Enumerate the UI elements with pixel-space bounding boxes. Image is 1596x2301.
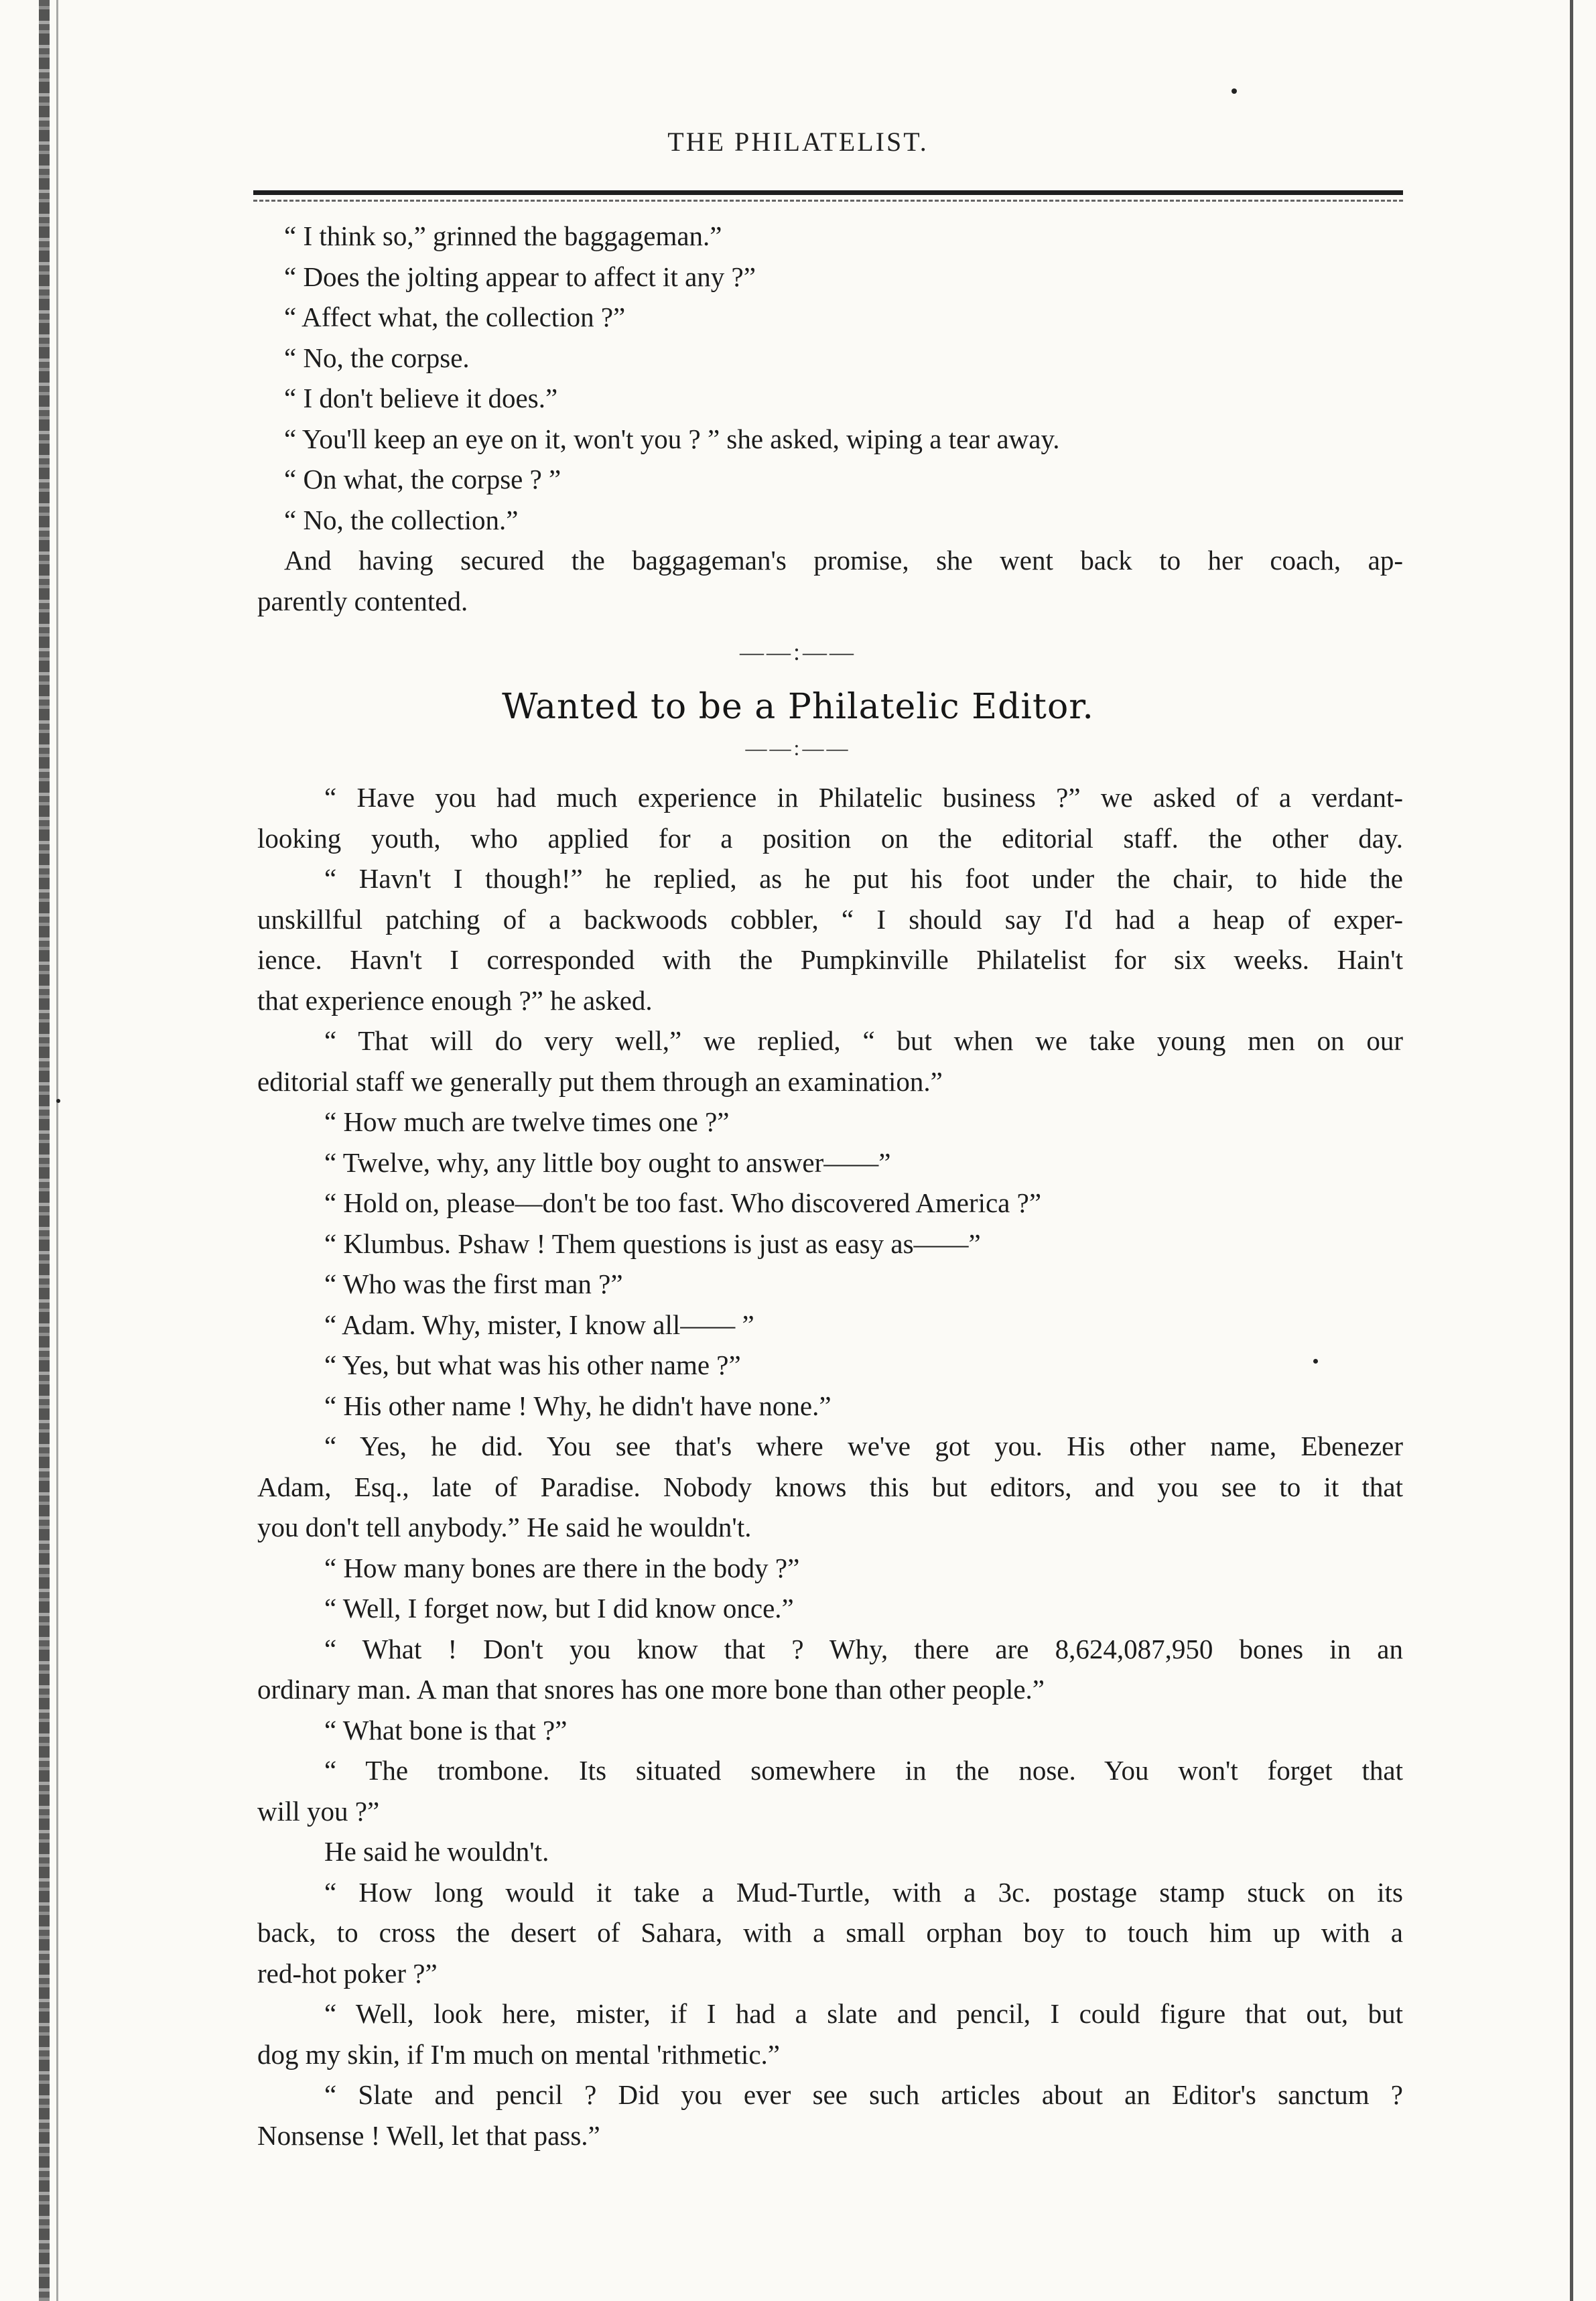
closing-paragraph-line: parently contented. — [257, 585, 468, 616]
article-line: dog my skin, if I'm much on mental 'rithmetic.” — [257, 2038, 780, 2070]
ink-speck — [56, 1099, 60, 1103]
article-line: “ Well, I forget now, but I did know once.” — [324, 1593, 794, 1624]
article-line: “ Who was the first man ?” — [324, 1268, 623, 1299]
article-line: you don't tell anybody.” He said he wouldn't. — [257, 1512, 752, 1542]
article-line: “ The trombone. Its situated somewhere in the nose. You won't forget that — [324, 1755, 1403, 1786]
header-rule — [253, 190, 1403, 195]
binding-edge — [39, 0, 50, 2301]
article-line: “ Havn't I though!” he replied, as he put his foot under the chair, to hide the — [324, 863, 1403, 894]
article-line: “ How many bones are there in the body ?” — [324, 1552, 800, 1583]
article-line: He said he wouldn't. — [324, 1836, 549, 1867]
article-line: “ Well, look here, mister, if I had a slate and pencil, I could figure that out, but — [324, 1998, 1403, 2029]
dialogue-line: “ You'll keep an eye on it, won't you ? ” she asked, wiping a tear away. — [284, 423, 1060, 454]
article-line: that experience enough ?” he asked. — [257, 984, 653, 1016]
article-line: Adam, Esq., late of Paradise. Nobody knows this but editors, and you see to it that — [257, 1471, 1403, 1502]
article-line: “ Yes, but what was his other name ?” — [324, 1350, 741, 1380]
article-line: back, to cross the desert of Sahara, with a small orphan boy to touch him up with a — [257, 1917, 1403, 1948]
article-line: “ Slate and pencil ? Did you ever see such articles about an Editor's sanctum ? — [324, 2079, 1403, 2110]
article-line: “ What bone is that ?” — [324, 1714, 568, 1746]
intro-text — [257, 216, 1403, 621]
article-line: red-hot poker ?” — [257, 1957, 438, 1989]
dialogue-line: “ I think so,” grinned the baggageman.” — [284, 220, 722, 251]
article-line: ordinary man. A man that snores has one more bone than other people.” — [257, 1674, 1045, 1705]
dialogue-line: “ Affect what, the collection ?” — [284, 302, 626, 332]
article-line: “ How long would it take a Mud-Turtle, with a 3c. postage stamp stuck on its — [324, 1876, 1403, 1908]
title-separator: ——:—— — [745, 736, 851, 760]
ink-speck — [1232, 88, 1237, 94]
article-line: “ Have you had much experience in Philatelic business ?” we asked of a verdant- — [324, 782, 1403, 813]
article-line: unskillful patching of a backwoods cobbler, “ I should say I'd had a heap of exper- — [257, 903, 1403, 935]
article-body — [257, 777, 1403, 2156]
dialogue-line: “ No, the collection.” — [284, 504, 519, 535]
binding-edge-line — [56, 0, 58, 2301]
article-line: “ How much are twelve times one ?” — [324, 1106, 730, 1137]
article-line: “ His other name ! Why, he didn't have none.” — [324, 1390, 832, 1421]
closing-paragraph-line: And having secured the baggageman's promise, she went back to her coach, ap- — [284, 545, 1403, 576]
article-line: “ Yes, he did. You see that's where we've got you. His other name, Ebenezer — [324, 1431, 1403, 1461]
article-line: ience. Havn't I corresponded with the Pumpkinville Philatelist for six weeks. Hain't — [257, 944, 1403, 975]
running-header: THE PHILATELIST. — [667, 127, 929, 157]
dialogue-line: “ I don't believe it does.” — [284, 383, 558, 413]
article-line: “ Adam. Why, mister, I know all—— ” — [324, 1309, 754, 1340]
section-separator: ——:—— — [739, 639, 856, 665]
article-line: editorial staff we generally put them through an examination.” — [257, 1065, 943, 1097]
article-line: will you ?” — [257, 1795, 380, 1827]
article-line: “ That will do very well,” we replied, “ but when we take young men on our — [324, 1025, 1403, 1056]
article-line: “ Twelve, why, any little boy ought to answer——” — [324, 1146, 891, 1178]
header-rule-dashed — [253, 200, 1403, 202]
article-line: “ Klumbus. Pshaw ! Them questions is just as easy as——” — [324, 1228, 981, 1259]
dialogue-line: “ On what, the corpse ? ” — [284, 464, 561, 495]
dialogue-line: “ Does the jolting appear to affect it any ?” — [284, 261, 756, 292]
article-title: Wanted to be a Philatelic Editor. — [502, 687, 1094, 727]
article-line: Nonsense ! Well, let that pass.” — [257, 2119, 600, 2151]
page-edge-line — [1570, 0, 1573, 2301]
dialogue-line: “ No, the corpse. — [284, 342, 470, 373]
article-line: “ What ! Don't you know that ? Why, there are 8,624,087,950 bones in an — [324, 1633, 1403, 1664]
article-line: looking youth, who applied for a position on the editorial staff. the other day. — [257, 822, 1403, 854]
article-line: “ Hold on, please—don't be too fast. Who discovered America ?” — [324, 1187, 1042, 1218]
